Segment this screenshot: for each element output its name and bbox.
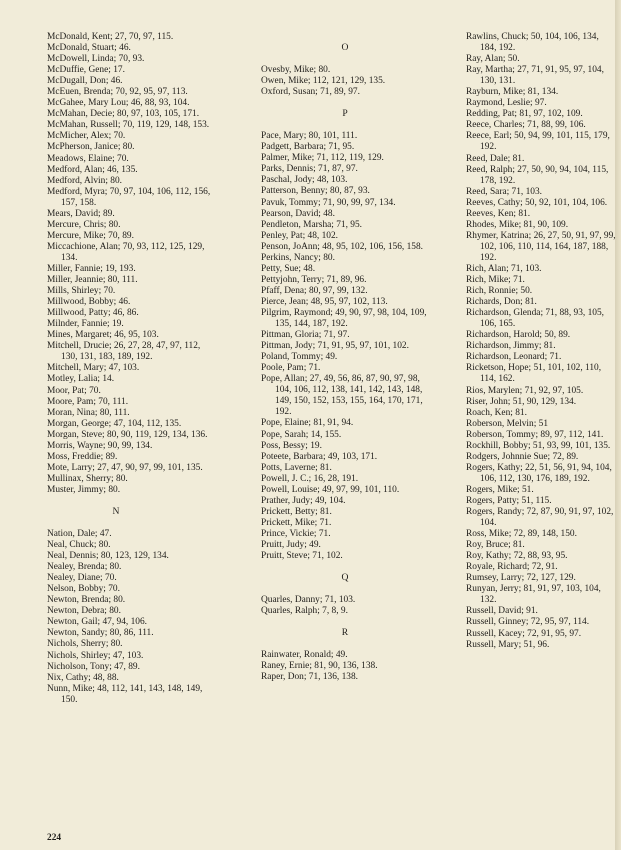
index-entry: Newton, Debra; 80. bbox=[47, 606, 121, 617]
index-entry: Reeves, Ken; 81. bbox=[466, 208, 531, 219]
index-entry: Ray, Alan; 50. bbox=[466, 54, 520, 65]
index-entry: Prickett, Mike; 71. bbox=[261, 517, 332, 528]
index-entry: Miller, Jeannie; 80, 111. bbox=[47, 275, 138, 286]
index-entry: Oxford, Susan; 71, 89, 97. bbox=[261, 87, 360, 98]
index-entry: Roberson, Tommy; 89, 97, 112, 141. bbox=[466, 429, 604, 440]
index-entry: Rockhill, Bobby; 51, 93, 99, 101, 135. bbox=[466, 440, 611, 451]
index-entry: Roach, Ken; 81. bbox=[466, 407, 527, 418]
index-entry: Moss, Freddie; 89. bbox=[47, 451, 118, 462]
index-entry: Padgett, Barbara; 71, 95. bbox=[261, 142, 355, 153]
index-entry: Palmer, Mike; 71, 112, 119, 129. bbox=[261, 153, 384, 164]
index-entry: Pittman, Jody; 71, 91, 95, 97, 101, 102. bbox=[261, 341, 409, 352]
index-entry: Raney, Ernie; 81, 90, 136, 138. bbox=[261, 661, 378, 672]
index-entry: Nealey, Brenda; 80. bbox=[47, 562, 122, 573]
index-entry: Richardson, Jimmy; 81. bbox=[466, 341, 556, 352]
index-entry: Reed, Ralph; 27, 50, 90, 94, 104, 115, 178, 192. bbox=[466, 164, 609, 186]
index-entry: Meadows, Elaine; 70. bbox=[47, 153, 129, 164]
index-column-1 bbox=[47, 32, 215, 706]
index-entry: Nation, Dale; 47. bbox=[47, 529, 112, 540]
page-number: 224 bbox=[47, 833, 62, 843]
index-entry: Penley, Pat; 48, 102. bbox=[261, 230, 338, 241]
index-entry: Rich, Ronnie; 50. bbox=[466, 286, 533, 297]
index-entry: Pope, Elaine; 81, 91, 94. bbox=[261, 418, 354, 429]
index-entry: Mullinax, Sherry; 80. bbox=[47, 473, 128, 484]
index-entry: Riser, John; 51, 90, 129, 134. bbox=[466, 396, 577, 407]
index-entry: Potts, Laverne; 81. bbox=[261, 462, 332, 473]
index-entry: McMicher, Alex; 70. bbox=[47, 131, 126, 142]
index-entry: Prather, Judy; 49, 104. bbox=[261, 495, 346, 506]
index-entry: Pope, Allan; 27, 49, 56, 86, 87, 90, 97, 98, 104, 106, 112, 138, 141, 142, 143, 148, 149, 150, 152, 153, 155, 164, 170, 171, 192. bbox=[261, 374, 423, 418]
index-entry: Neal, Dennis; 80, 123, 129, 134. bbox=[47, 551, 169, 562]
index-entry: Mines, Margaret; 46, 95, 103. bbox=[47, 330, 159, 341]
index-entry: McGahee, Mary Lou; 46, 88, 93, 104. bbox=[47, 98, 190, 109]
index-entry: Richardson, Harold; 50, 89. bbox=[466, 330, 571, 341]
index-entry: Medford, Myra; 70, 97, 104, 106, 112, 156, 157, 158. bbox=[47, 186, 211, 208]
index-entry: Russell, David; 91. bbox=[466, 606, 538, 617]
letter-heading: P bbox=[342, 108, 348, 120]
index-entry: Mercure, Mike; 70, 89. bbox=[47, 230, 134, 241]
index-entry: Pruitt, Judy; 49. bbox=[261, 539, 321, 550]
index-entry: Roy, Kathy; 72, 88, 93, 95. bbox=[466, 551, 568, 562]
index-entry: McPherson, Janice; 80. bbox=[47, 142, 135, 153]
index-entry: Millwood, Patty; 46, 86. bbox=[47, 308, 139, 319]
index-entry: Rich, Mike; 71. bbox=[466, 275, 525, 286]
index-entry: Newton, Gail; 47, 94, 106. bbox=[47, 617, 147, 628]
index-entry: McMahan, Decie; 80, 97, 103, 105, 171. bbox=[47, 109, 200, 120]
letter-heading: R bbox=[341, 627, 349, 639]
index-entry: Mitchell, Drucie; 26, 27, 28, 47, 97, 112, 130, 131, 183, 189, 192. bbox=[47, 341, 201, 363]
index-entry: Petty, Sue; 48. bbox=[261, 263, 316, 274]
index-entry: Mitchell, Mary; 47, 103. bbox=[47, 363, 140, 374]
index-entry: Reed, Sara; 71, 103. bbox=[466, 186, 543, 197]
index-entry: McDowell, Linda; 70, 93. bbox=[47, 54, 145, 65]
letter-heading: O bbox=[341, 42, 349, 53]
index-entry: Rainwater, Ronald; 49. bbox=[261, 650, 348, 661]
index-entry: Rogers, Randy; 72, 87, 90, 91, 97, 102, 104. bbox=[466, 507, 614, 529]
index-entry: Miller, Fannie; 19, 193. bbox=[47, 263, 136, 274]
index-entry: McDonald, Stuart; 46. bbox=[47, 43, 131, 54]
index-entry: Prickett, Betty; 81. bbox=[261, 506, 332, 517]
index-entry: Rich, Alan; 71, 103. bbox=[466, 263, 542, 274]
index-entry: Ross, Mike; 72, 89, 148, 150. bbox=[466, 529, 577, 540]
index-entry: Rogers, Kathy; 22, 51, 56, 91, 94, 104, 106, 112, 130, 176, 189, 192. bbox=[466, 462, 612, 484]
index-entry: Reeves, Cathy; 50, 92, 101, 104, 106. bbox=[466, 197, 608, 208]
index-entry: Ray, Martha; 27, 71, 91, 95, 97, 104, 130, 131. bbox=[466, 65, 604, 87]
index-entry: Richardson, Leonard; 71. bbox=[466, 352, 562, 363]
index-entry: Pearson, David; 48. bbox=[261, 208, 335, 219]
index-entry: Powell, J. C.; 16, 28, 191. bbox=[261, 473, 359, 484]
index-entry: Poland, Tommy; 49. bbox=[261, 352, 338, 363]
index-entry: Poss, Bessy; 19. bbox=[261, 440, 322, 451]
index-entry: Roy, Bruce; 81. bbox=[466, 540, 525, 551]
index-entry: Pfaff, Dena; 80, 97, 99, 132. bbox=[261, 285, 368, 296]
index-entry: Rodgers, Johnnie Sue; 72, 89. bbox=[466, 451, 579, 462]
index-entry: Poole, Pam; 71. bbox=[261, 363, 321, 374]
letter-heading: Q bbox=[341, 572, 349, 584]
index-entry: Richards, Don; 81. bbox=[466, 297, 537, 308]
index-entry: Newton, Brenda; 80. bbox=[47, 595, 126, 606]
index-entry: Medford, Alan; 46, 135. bbox=[47, 164, 138, 175]
index-entry: Rawlins, Chuck; 50, 104, 106, 134, 184, 192. bbox=[466, 32, 599, 54]
index-column-3 bbox=[466, 32, 616, 651]
index-entry: Quarles, Ralph; 7, 8, 9. bbox=[261, 606, 348, 617]
index-entry: McDuffie, Gene; 17. bbox=[47, 65, 125, 76]
index-entry: Perkins, Nancy; 80. bbox=[261, 252, 335, 263]
index-entry: Rogers, Mike; 51. bbox=[466, 484, 534, 495]
index-entry: Neal, Chuck; 80. bbox=[47, 540, 111, 551]
index-entry: Parks, Dennis; 71, 87, 97. bbox=[261, 164, 358, 175]
index-entry: Prince, Vickie; 71. bbox=[261, 528, 331, 539]
index-entry: Nichols, Sherry; 80. bbox=[47, 639, 123, 650]
index-entry: Ovesby, Mike; 80. bbox=[261, 65, 331, 76]
index-entry: Nelson, Bobby; 70. bbox=[47, 584, 120, 595]
index-entry: Penson, JoAnn; 48, 95, 102, 106, 156, 158. bbox=[261, 241, 423, 252]
index-entry: Pace, Mary; 80, 101, 111. bbox=[261, 131, 358, 142]
index-entry: Russell, Mary; 51, 96. bbox=[466, 639, 550, 650]
index-entry: Morgan, Steve; 80, 90, 119, 129, 134, 136. bbox=[47, 429, 208, 440]
index-entry: Owen, Mike; 112, 121, 129, 135. bbox=[261, 76, 386, 87]
index-entry: Reece, Earl; 50, 94, 99, 101, 115, 179, 192. bbox=[466, 131, 610, 153]
index-entry: Redding, Pat; 81, 97, 102, 109. bbox=[466, 109, 583, 120]
index-entry: Pilgrim, Raymond; 49, 90, 97, 98, 104, 109, 135, 144, 187, 192. bbox=[261, 307, 427, 330]
index-entry: Pruitt, Steve; 71, 102. bbox=[261, 551, 343, 562]
index-entry: Rhymer, Katrina; 26, 27, 50, 91, 97, 99, 102, 106, 110, 114, 164, 187, 188, 192. bbox=[466, 230, 616, 263]
index-entry: Morgan, George; 47, 104, 112, 135. bbox=[47, 418, 182, 429]
index-entry: Morris, Wayne; 90, 99, 134. bbox=[47, 440, 153, 451]
index-entry: Newton, Sandy; 80, 86, 111. bbox=[47, 628, 154, 639]
index-entry: Raper, Don; 71, 136, 138. bbox=[261, 672, 359, 683]
index-entry: Pettyjohn, Terry; 71, 89, 96. bbox=[261, 274, 367, 285]
index-entry: Roberson, Melvin; 51 bbox=[466, 418, 549, 429]
index-entry: McDugall, Don; 46. bbox=[47, 76, 123, 87]
index-entry: Nix, Cathy; 48, 88. bbox=[47, 672, 119, 683]
index-entry: Nicholson, Tony; 47, 89. bbox=[47, 661, 140, 672]
index-entry: Rhodes, Mike; 81, 90, 109. bbox=[466, 219, 569, 230]
index-entry: Reece, Charles; 71, 88, 99, 106. bbox=[466, 120, 586, 131]
index-entry: Nichols, Shirley; 47, 103. bbox=[47, 650, 144, 661]
index-entry: McDonald, Kent; 27, 70, 97, 115. bbox=[47, 32, 174, 42]
index-entry: Moran, Nina; 80, 111. bbox=[47, 407, 130, 418]
index-entry: Rayburn, Mike; 81, 134. bbox=[466, 87, 559, 98]
index-entry: Mills, Shirley; 70. bbox=[47, 286, 116, 297]
index-entry: Richardson, Glenda; 71, 88, 93, 105, 106, 165. bbox=[466, 308, 605, 330]
index-column-2 bbox=[261, 32, 429, 683]
index-entry: Pendleton, Marsha; 71, 95. bbox=[261, 219, 363, 230]
index-entry: Mote, Larry; 27, 47, 90, 97, 99, 101, 135. bbox=[47, 462, 203, 473]
index-entry: Medford, Alvin; 80. bbox=[47, 175, 122, 186]
index-entry: Poteete, Barbara; 49, 103, 171. bbox=[261, 451, 378, 462]
index-entry: Millwood, Bobby; 46. bbox=[47, 297, 131, 308]
index-entry: Miccachione, Alan; 70, 93, 112, 125, 129, 134. bbox=[47, 241, 205, 263]
index-entry: Pavuk, Tommy; 71, 90, 99, 97, 134. bbox=[261, 197, 396, 208]
index-entry: Moore, Pam; 70, 111. bbox=[47, 396, 129, 407]
index-entry: Nealey, Diane; 70. bbox=[47, 573, 117, 584]
index-entry: Pittman, Gloria; 71, 97. bbox=[261, 330, 350, 341]
index-entry: Moor, Pat; 70. bbox=[47, 385, 101, 396]
index-entry: McMahan, Russell; 70, 119, 129, 148, 153. bbox=[47, 120, 210, 131]
index-entry: Reed, Dale; 81. bbox=[466, 153, 525, 164]
index-entry: Mercure, Chris; 80. bbox=[47, 219, 121, 230]
letter-heading: N bbox=[112, 505, 120, 517]
index-entry: Milnder, Fannie; 19. bbox=[47, 319, 124, 330]
index-entry: Quarles, Danny; 71, 103. bbox=[261, 595, 356, 606]
index-entry: Runyan, Jerry; 81, 91, 97, 103, 104, 132. bbox=[466, 584, 601, 606]
index-entry: Paschal, Jody; 48, 103. bbox=[261, 175, 348, 186]
index-entry: Muster, Jimmy; 80. bbox=[47, 484, 121, 495]
index-entry: Rogers, Patty; 51, 115. bbox=[466, 495, 552, 506]
index-entry: Pope, Sarah; 14, 155. bbox=[261, 429, 342, 440]
index-entry: Mears, David; 89. bbox=[47, 208, 115, 219]
index-entry: Ricketson, Hope; 51, 101, 102, 110, 114, 162. bbox=[466, 363, 602, 385]
index-entry: Powell, Louise; 49, 97, 99, 101, 110. bbox=[261, 484, 400, 495]
index-entry: Pierce, Jean; 48, 95, 97, 102, 113. bbox=[261, 296, 388, 307]
index-entry: Nunn, Mike; 48, 112, 141, 143, 148, 149, 150. bbox=[47, 683, 203, 705]
index-entry: McEuen, Brenda; 70, 92, 95, 97, 113. bbox=[47, 87, 188, 98]
index-entry: Russell, Ginney; 72, 95, 97, 114. bbox=[466, 617, 590, 628]
index-entry: Raymond, Leslie; 97. bbox=[466, 98, 547, 109]
index-entry: Patterson, Benny; 80, 87, 93. bbox=[261, 186, 370, 197]
index-entry: Russell, Kacey; 72, 91, 95, 97. bbox=[466, 628, 582, 639]
index-entry: Motley, Lalia; 14. bbox=[47, 374, 115, 385]
index-entry: Rios, Marylen; 71, 92, 97, 105. bbox=[466, 385, 584, 396]
index-entry: Royale, Richard; 72, 91. bbox=[466, 562, 558, 573]
index-entry: Rumsey, Larry; 72, 127, 129. bbox=[466, 573, 576, 584]
